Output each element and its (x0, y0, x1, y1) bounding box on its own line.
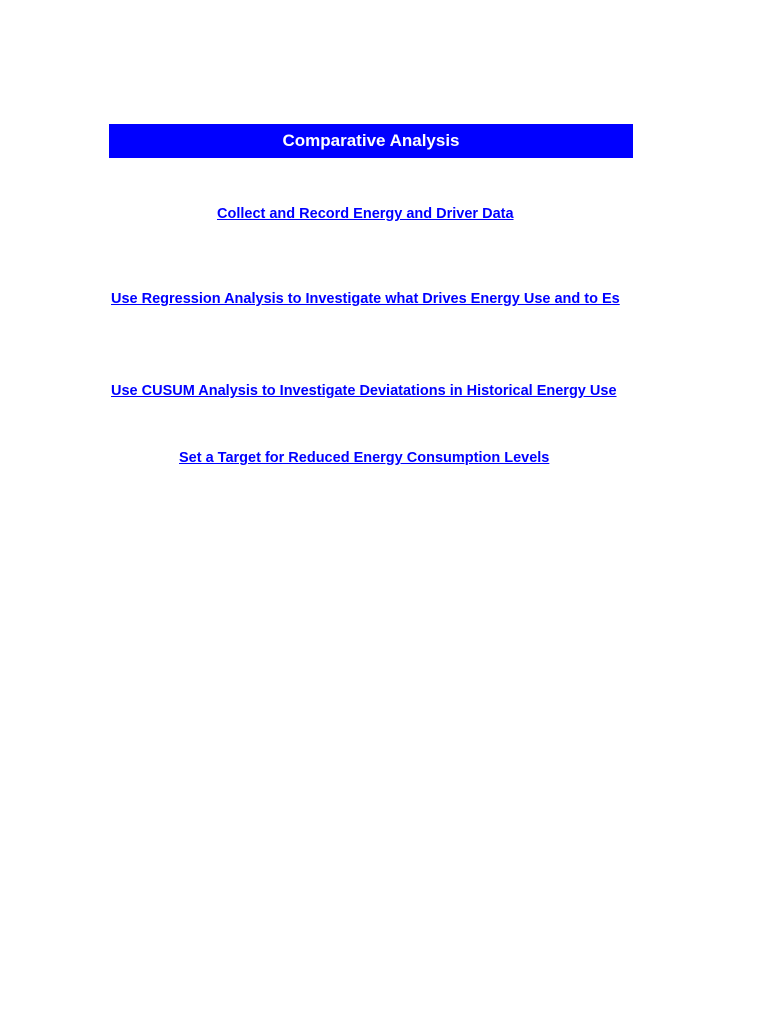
page-title-text: Comparative Analysis (282, 131, 460, 150)
cusum-analysis-link[interactable]: Use CUSUM Analysis to Investigate Deviatations in Historical Energy Use (111, 383, 617, 399)
page-title (109, 124, 633, 158)
sheet-content-area (109, 124, 633, 544)
set-target-link[interactable]: Set a Target for Reduced Energy Consumption Levels (179, 450, 550, 466)
regression-analysis-link[interactable]: Use Regression Analysis to Investigate what Drives Energy Use and to Es (111, 291, 620, 307)
collect-data-link[interactable]: Collect and Record Energy and Driver Data (217, 206, 514, 222)
